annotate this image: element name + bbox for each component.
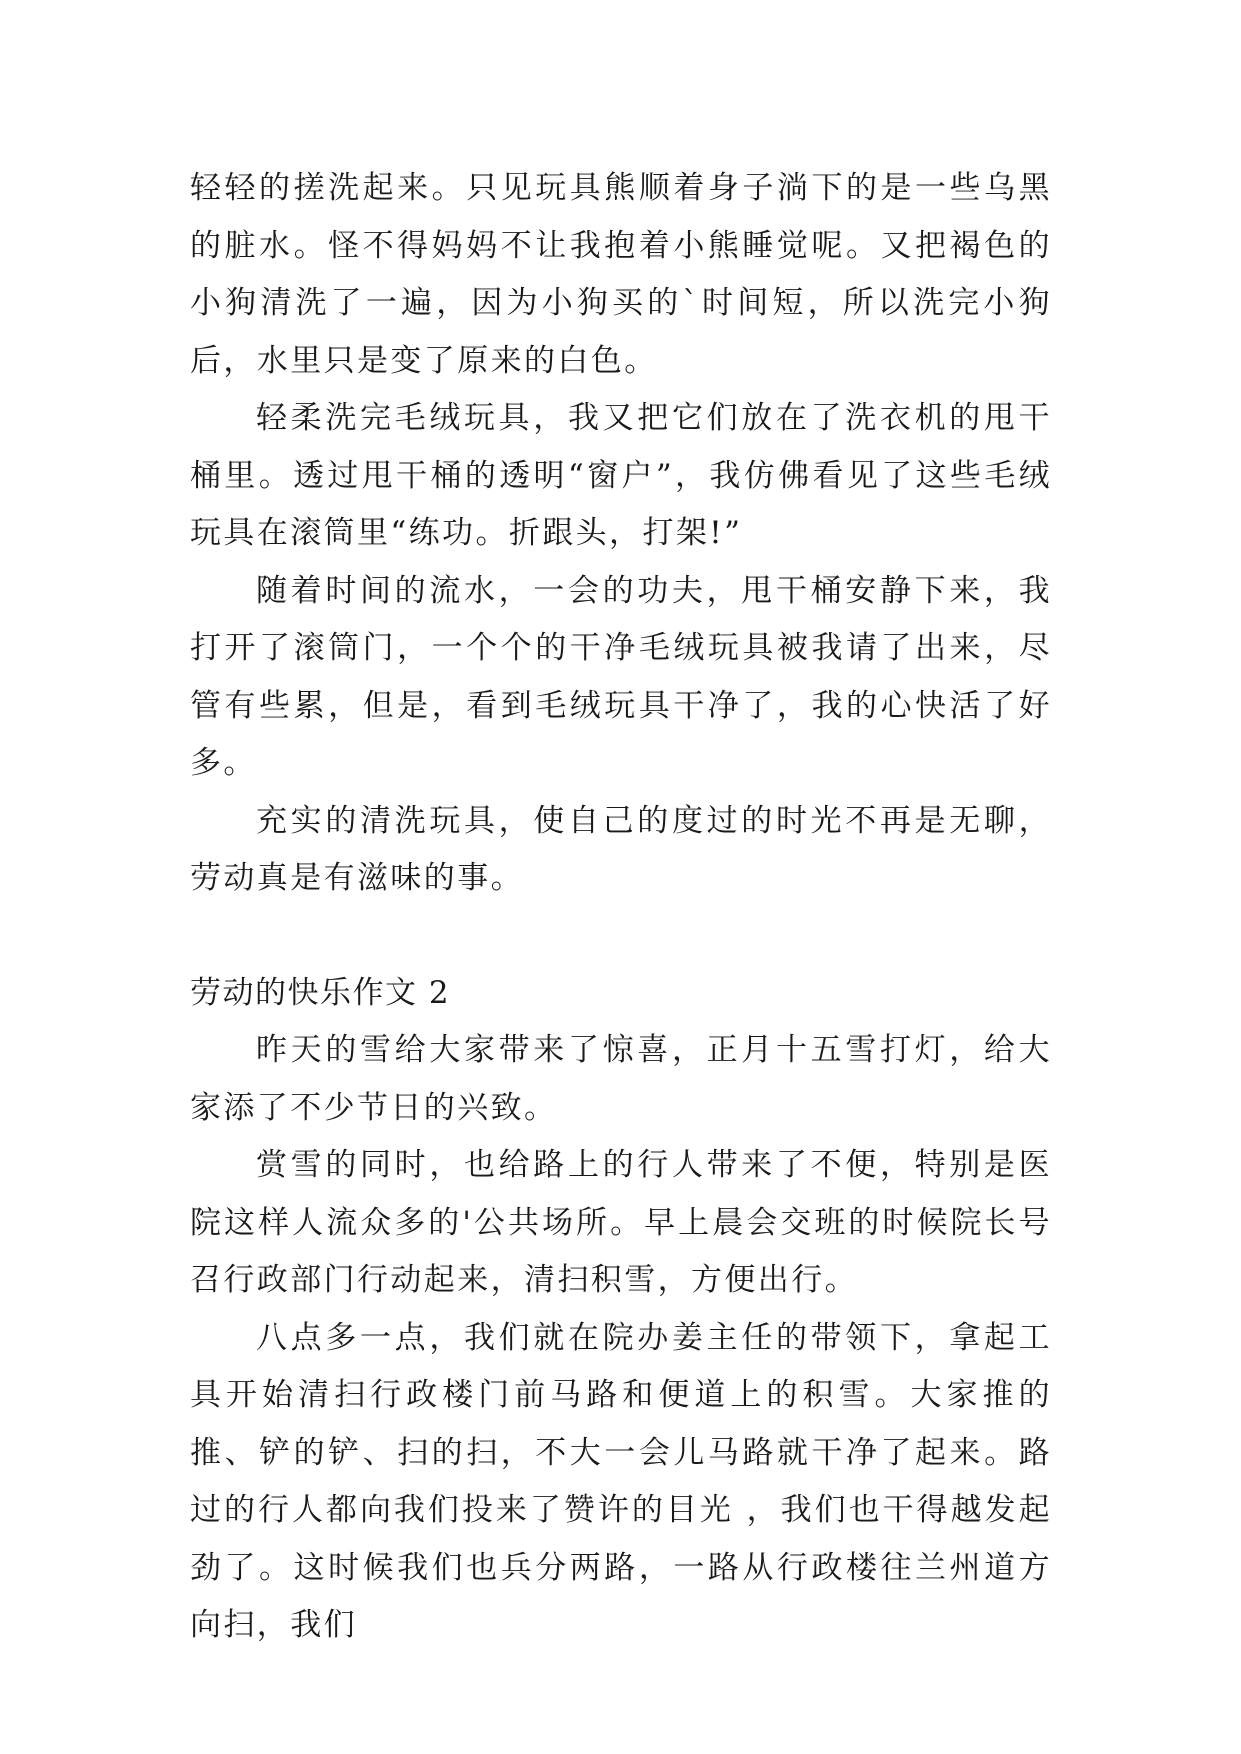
- paragraph: 赏雪的同时，也给路上的行人带来了不便，特别是医院这样人流众多的'公共场所。早上晨会交班的时候院长号召行政部门行动起来，清扫积雪，方便出行。: [190, 1147, 1052, 1298]
- paragraph: 随着时间的流水，一会的功夫，甩干桶安静下来，我打开了滚筒门，一个个的干净毛绒玩具被我请了出来，尽管有些累，但是，看到毛绒玩具干净了，我的心快活了好多。: [190, 572, 1052, 781]
- document-page: [190, 160, 1052, 1655]
- paragraph: 轻轻的搓洗起来。只见玩具熊顺着身子淌下的是一些乌黑的脏水。怪不得妈妈不让我抱着小熊睡觉呢。又把褐色的小狗清洗了一遍，因为小狗买的`时间短，所以洗完小狗后，水里只是变了原来的白色。: [190, 170, 1052, 379]
- section-spacer: [190, 908, 1052, 965]
- section-heading: 劳动的快乐作文 2: [190, 974, 451, 1011]
- paragraph: 八点多一点，我们就在院办姜主任的带领下，拿起工具开始清扫行政楼门前马路和便道上的积雪。大家推的推、铲的铲、扫的扫，不大一会儿马路就干净了起来。路过的行人都向我们投来了赞许的目光 ，我们也干得越发起劲了。这时候我们也兵分两路，一路从行政楼往兰州道方向扫，我们: [190, 1319, 1052, 1643]
- paragraph: 充实的清洗玩具，使自己的度过的时光不再是无聊，劳动真是有滋味的事。: [190, 802, 1052, 896]
- paragraph: 昨天的雪给大家带来了惊喜，正月十五雪打灯，给大家添了不少节日的兴致。: [190, 1032, 1052, 1126]
- paragraph: 轻柔洗完毛绒玩具，我又把它们放在了洗衣机的甩干桶里。透过甩干桶的透明“窗户”，我仿佛看见了这些毛绒玩具在滚筒里“练功。折跟头，打架!”: [190, 400, 1052, 551]
